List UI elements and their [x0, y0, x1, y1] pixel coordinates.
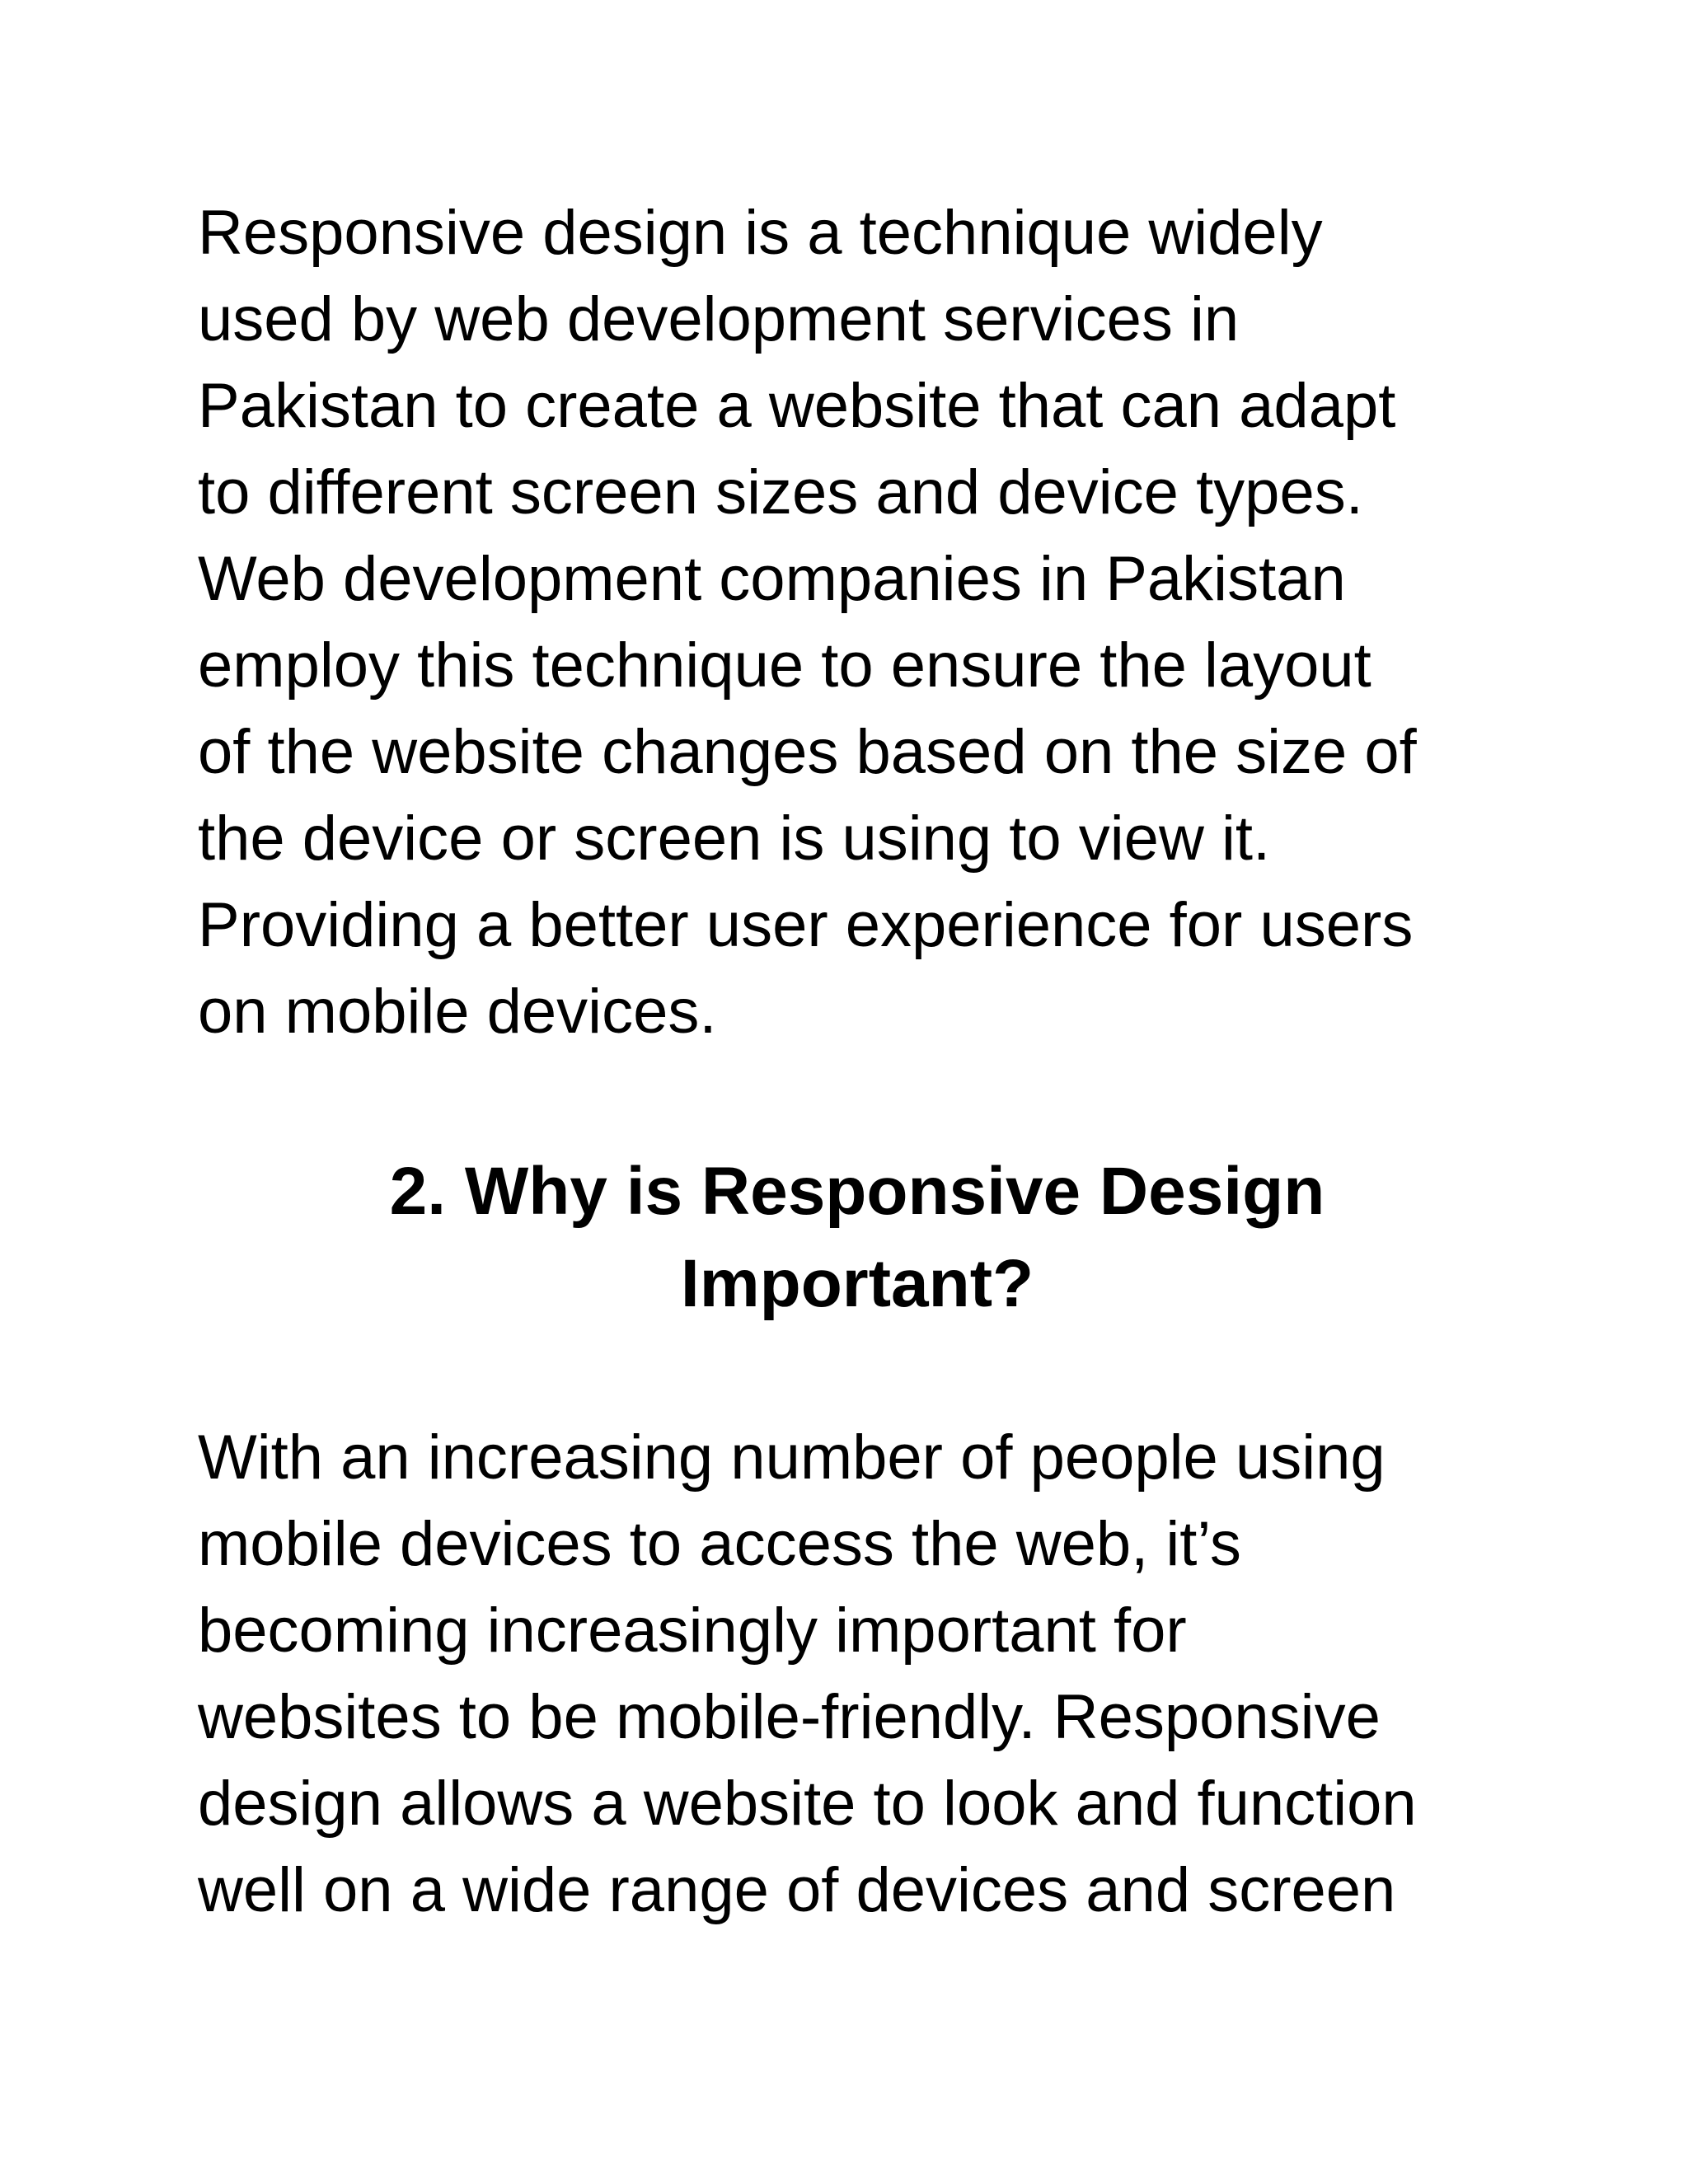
- heading-line: Important?: [680, 1246, 1034, 1321]
- paragraph-line: of the website changes based on the size of: [198, 717, 1417, 787]
- paragraph-line: the device or screen is using to view it.: [198, 804, 1271, 874]
- paragraph-line: Providing a better user experience for users: [198, 890, 1414, 960]
- section-paragraph: [198, 1414, 1517, 1933]
- paragraph-line: well on a wide range of devices and screen: [198, 1855, 1396, 1925]
- paragraph-line: used by web development services in: [198, 284, 1240, 354]
- paragraph-line: Responsive design is a technique widely: [198, 198, 1323, 268]
- paragraph-line: design allows a website to look and function: [198, 1769, 1417, 1839]
- paragraph-line: to different screen sizes and device types.: [198, 457, 1363, 527]
- paragraph-line: on mobile devices.: [198, 977, 717, 1047]
- intro-paragraph: [198, 190, 1517, 1055]
- paragraph-line: Pakistan to create a website that can adapt: [198, 371, 1396, 441]
- paragraph-line: becoming increasingly important for: [198, 1596, 1187, 1666]
- paragraph-line: mobile devices to access the web, it’s: [198, 1509, 1241, 1579]
- section-heading: [198, 1146, 1517, 1330]
- paragraph-line: Web development companies in Pakistan: [198, 544, 1346, 614]
- paragraph-line: employ this technique to ensure the layout: [198, 630, 1372, 701]
- document-body: [198, 190, 1517, 1933]
- paragraph-line: With an increasing number of people using: [198, 1422, 1386, 1493]
- heading-line: 2. Why is Responsive Design: [389, 1154, 1325, 1229]
- paragraph-line: websites to be mobile-friendly. Responsive: [198, 1682, 1381, 1752]
